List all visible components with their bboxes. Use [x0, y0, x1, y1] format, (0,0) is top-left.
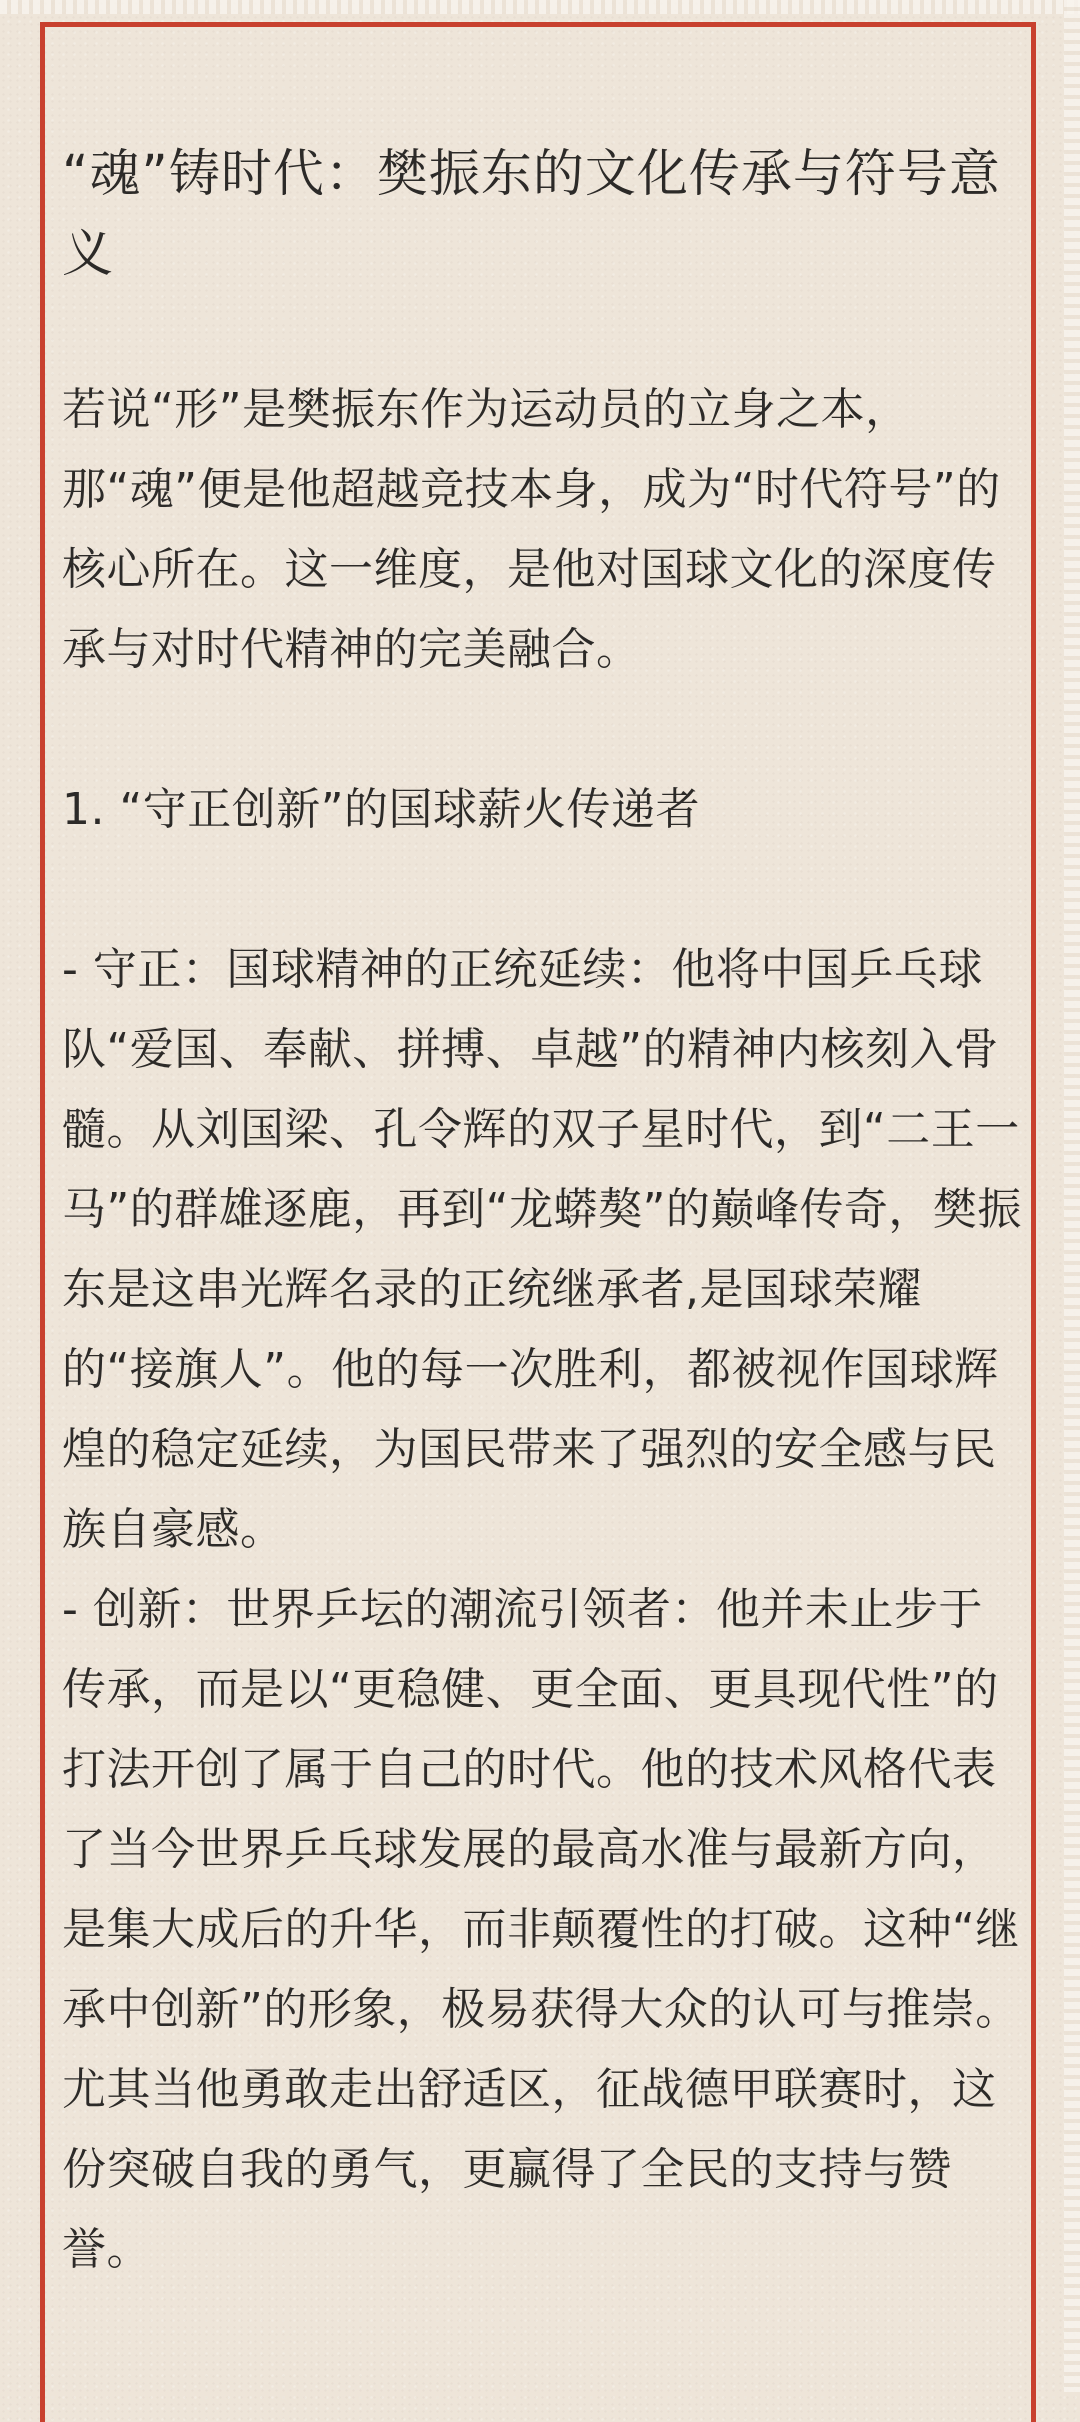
intro-paragraph: 若说“形”是樊振东作为运动员的立身之本，那“魂”便是他超越竞技本身，成为“时代符号”的核心所在。这一维度，是他对国球文化的深度传承与对时代精神的完美融合。 — [62, 384, 1001, 675]
section-heading: 1. “守正创新”的国球薪火传递者 — [62, 784, 701, 835]
paper-top-edge — [0, 0, 1080, 14]
paragraph-gap — [62, 850, 1022, 930]
article-body — [62, 135, 1022, 2290]
point-shouzheng: - 守正：国球精神的正统延续：他将中国乒乓球队“爱国、奉献、拼搏、卓越”的精神内核刻入骨髓。从刘国梁、孔令辉的双子星时代，到“二王一马”的群雄逐鹿，再到“龙蟒獒”的巅峰传奇，樊振东是这串光辉名录的正统继承者,是国球荣耀的“接旗人”。他的每一次胜利，都被视作国球辉煌的稳定延续，为国民带来了强烈的安全感与民族自豪感。 — [62, 944, 1022, 1555]
article-title: “魂”铸时代：樊振东的文化传承与符号意义 — [62, 145, 1001, 284]
paper-right-edge — [1064, 0, 1080, 2392]
point-chuangxin: - 创新：世界乒坛的潮流引领者：他并未止步于传承，而是以“更稳健、更全面、更具现代性”的打法开创了属于自己的时代。他的技术风格代表了当今世界乒乓球发展的最高水准与最新方向，是集大成后的升华，而非颠覆性的打破。这种“继承中创新”的形象，极易获得大众的认可与推崇。尤其当他勇敢走出舒适区，征战德甲联赛时，这份突破自我的勇气，更赢得了全民的支持与赞誉。 — [62, 1584, 1020, 2275]
paragraph-gap — [62, 690, 1022, 770]
